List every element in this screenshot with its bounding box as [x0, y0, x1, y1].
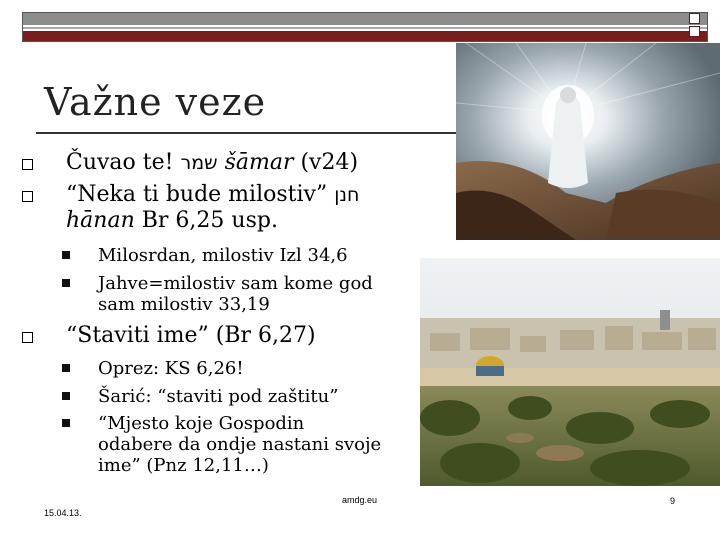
transfiguration-image [456, 43, 720, 240]
title-underline [36, 132, 456, 134]
filled-square-bullet-icon [62, 392, 70, 400]
sub-bullet [98, 386, 338, 407]
sub-bullet-text: Oprez: KS 6,26! [98, 358, 244, 379]
bar-stripe-thin [23, 27, 707, 29]
sub-bullet-text: “Mjesto koje Gospodin [98, 413, 305, 434]
jerusalem-panorama-image [420, 258, 720, 486]
sub-bullet-text: sam milostiv 33,19 [98, 294, 270, 315]
bullet-neka-ti-bude [66, 182, 426, 234]
sub-bullet-text: Milosrdan, milostiv Izl 34,6 [98, 245, 348, 266]
bar-stripe-maroon [23, 31, 707, 41]
corner-square-icon [689, 26, 700, 37]
hollow-square-bullet-icon [22, 332, 33, 343]
corner-square-icon [689, 13, 700, 24]
footer-source: amdg.eu [342, 495, 378, 505]
hollow-square-bullet-icon [22, 159, 33, 170]
hollow-square-bullet-icon [22, 191, 33, 202]
page-number: 9 [670, 496, 676, 506]
bullet-text: (v24) [293, 150, 359, 175]
sub-bullet-text: ime” (Pnz 12,11…) [98, 455, 269, 476]
sub-bullet-text: Jahve=milostiv sam kome god [98, 273, 373, 294]
sub-bullet-text: Šarić: “staviti pod zaštitu” [98, 386, 339, 407]
footer-date: 15.04.13. [44, 508, 82, 518]
sub-bullet [98, 273, 373, 315]
filled-square-bullet-icon [62, 251, 70, 259]
sub-bullet [98, 358, 244, 379]
transliteration: šāmar [217, 150, 294, 175]
filled-square-bullet-icon [62, 364, 70, 372]
top-decorative-bar [22, 12, 708, 42]
filled-square-bullet-icon [62, 279, 70, 287]
bullet-text: “Neka ti bude milostiv” [66, 182, 335, 207]
bullet-text: Čuvao te! [66, 150, 181, 175]
bullet-cuvao-te [66, 150, 358, 176]
sub-bullet [98, 413, 381, 476]
transliteration: hānan [66, 208, 135, 233]
bullet-text: “Staviti ime” (Br 6,27) [66, 323, 316, 348]
hebrew-word: חנן [334, 184, 360, 206]
bullet-staviti-ime [66, 323, 316, 349]
bullet-text: Br 6,25 usp. [134, 208, 278, 233]
sub-bullet-text: odabere da ondje nastani svoje [98, 434, 382, 455]
sub-bullet [98, 245, 348, 266]
slide-title: Važne veze [44, 80, 267, 124]
filled-square-bullet-icon [62, 419, 70, 427]
hebrew-word: שמר [180, 152, 218, 174]
bar-stripe-gray [23, 13, 707, 25]
